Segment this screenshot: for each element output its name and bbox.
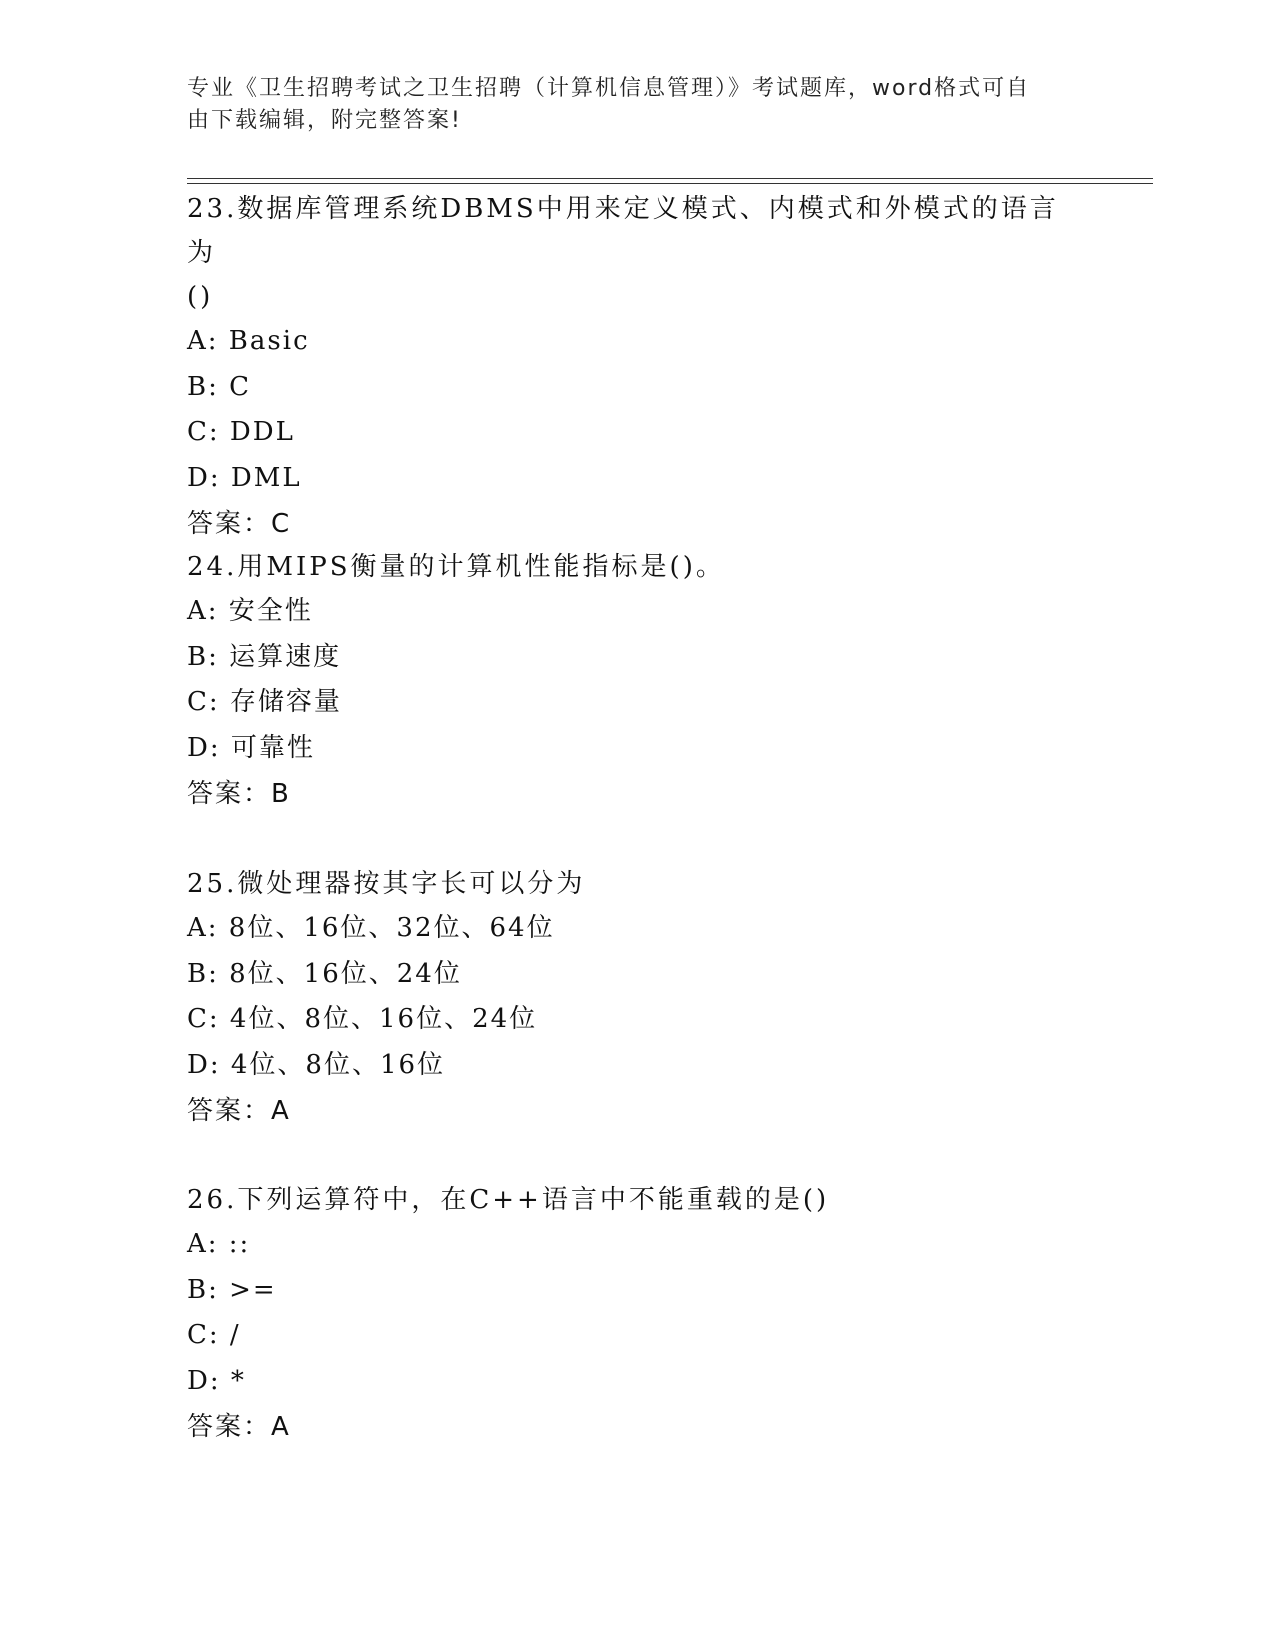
header-divider-top bbox=[187, 178, 1153, 179]
option-b: B: >= bbox=[187, 1274, 277, 1305]
option-d: D: * bbox=[187, 1365, 246, 1396]
question-stem: 26.下列运算符中，在C++语言中不能重载的是() bbox=[187, 1185, 830, 1215]
option-a: A: 8位、16位、32位、64位 bbox=[187, 913, 555, 943]
question-24 bbox=[187, 545, 1087, 817]
option-d: D: 可靠性 bbox=[187, 732, 315, 763]
header-divider-bottom bbox=[187, 183, 1153, 184]
option-d: D: 4位、8位、16位 bbox=[187, 1049, 446, 1080]
option-c: C: DDL bbox=[187, 417, 295, 447]
answer: 答案：C bbox=[187, 509, 292, 539]
question-23 bbox=[187, 187, 1087, 547]
question-26 bbox=[187, 1178, 1087, 1450]
option-b: B: C bbox=[187, 371, 252, 402]
document-header bbox=[187, 73, 1067, 137]
option-b: B: 8位、16位、24位 bbox=[187, 958, 462, 989]
question-stem: 24.用MIPS衡量的计算机性能指标是()。 bbox=[187, 552, 725, 582]
option-d: D: DML bbox=[187, 462, 302, 493]
answer: 答案：B bbox=[187, 779, 291, 809]
option-c: C: 存储容量 bbox=[187, 687, 342, 717]
question-stem: 23.数据库管理系统DBMS中用来定义模式、内模式和外模式的语言为 bbox=[187, 194, 1059, 268]
question-25 bbox=[187, 862, 1087, 1134]
answer: 答案：A bbox=[187, 1412, 291, 1442]
option-c: C: / bbox=[187, 1320, 241, 1350]
option-c: C: 4位、8位、16位、24位 bbox=[187, 1004, 538, 1034]
header-line-2: 由下载编辑，附完整答案! bbox=[187, 108, 462, 133]
question-stem: 25.微处理器按其字长可以分为 bbox=[187, 869, 586, 899]
option-b: B: 运算速度 bbox=[187, 641, 342, 672]
answer: 答案：A bbox=[187, 1096, 291, 1126]
option-a: A: 安全性 bbox=[187, 596, 313, 626]
question-stem-continuation: () bbox=[187, 282, 214, 312]
option-a: A: :: bbox=[187, 1229, 251, 1259]
header-line-1: 专业《卫生招聘考试之卫生招聘（计算机信息管理）》考试题库，word格式可自 bbox=[187, 76, 1031, 101]
option-a: A: Basic bbox=[187, 326, 310, 356]
